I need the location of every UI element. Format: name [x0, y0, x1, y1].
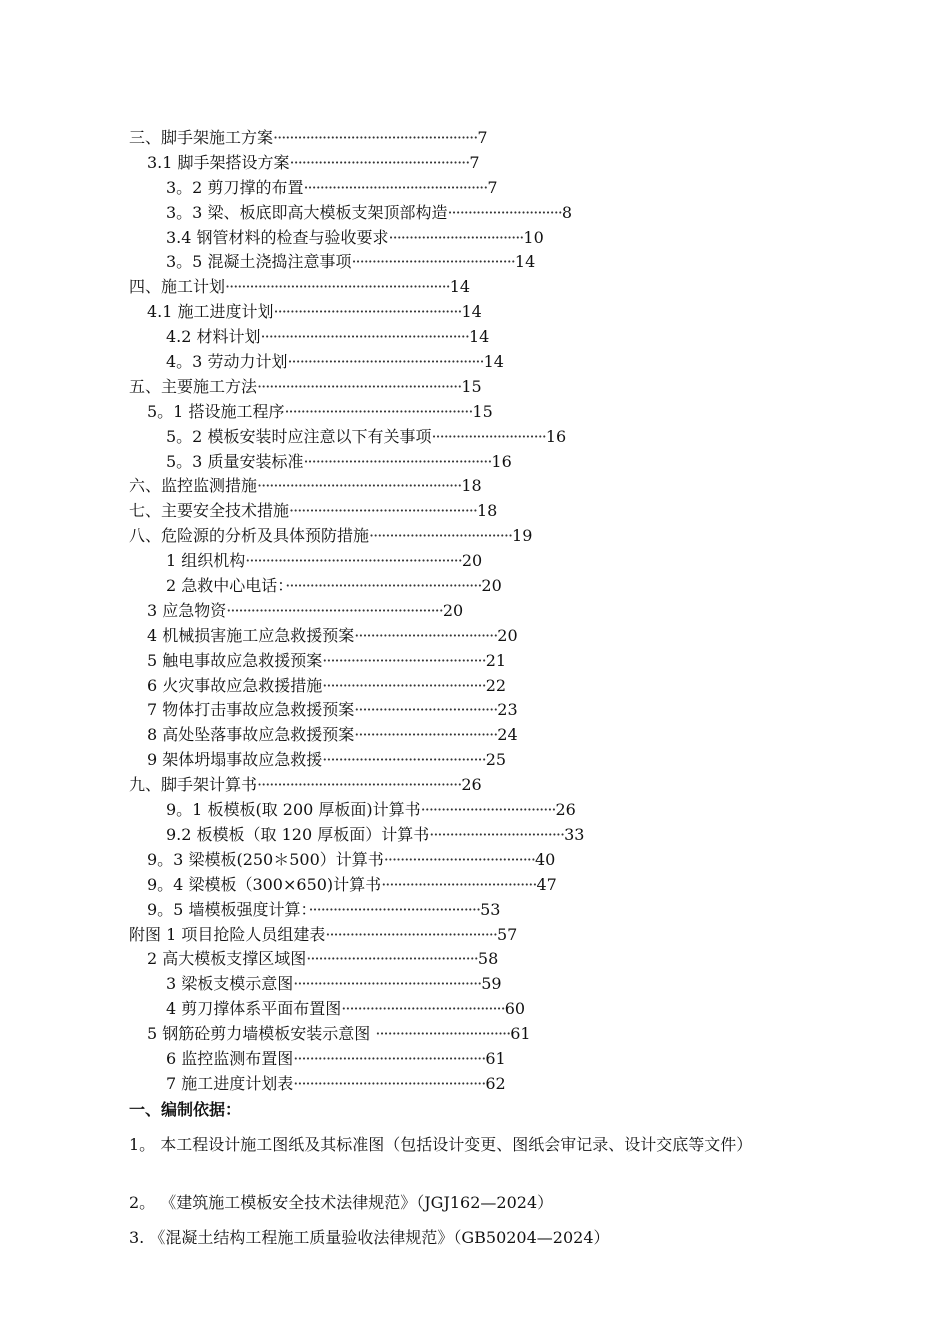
toc-entry-title: 7 物体打击事故应急救援预案	[147, 700, 355, 720]
toc-entry-title: 4 剪刀撑体系平面布置图	[166, 999, 342, 1019]
toc-entry-title: 9。1 板模板(取 200 厚板面)计算书	[166, 800, 421, 820]
toc-page-number: 47	[536, 874, 557, 894]
toc-leader-dots: ···································	[354, 725, 498, 745]
toc-entry	[0, 201, 950, 226]
toc-entry-title: 5。3 质量安装标准	[166, 451, 304, 471]
toc-entry	[0, 474, 950, 499]
toc-page-number: 14	[514, 252, 536, 272]
toc-page-number: 53	[480, 899, 501, 919]
toc-entry	[0, 773, 950, 798]
toc-entry-title: 9.2 板模板（取 120 厚板面）计算书	[166, 824, 430, 844]
toc-entry	[0, 524, 950, 549]
toc-page-number: 18	[476, 501, 498, 521]
toc-leader-dots: ··········································	[306, 949, 478, 969]
toc-leader-dots: ········································	[322, 650, 486, 670]
toc-entry-title: 5。1 搭设施工程序	[147, 401, 285, 421]
toc-entry	[0, 176, 950, 201]
toc-entry	[0, 599, 950, 624]
toc-leader-dots: ···································	[354, 625, 498, 645]
toc-entry	[0, 1047, 950, 1072]
toc-leader-dots: ·····················································	[226, 600, 443, 620]
toc-leader-dots: ·································	[420, 800, 556, 820]
toc-entry	[0, 1072, 950, 1097]
toc-page-number: 7	[469, 152, 480, 172]
toc-entry-title: 9。4 梁模板（300×650)计算书	[147, 874, 382, 894]
toc-page-number: 16	[491, 451, 512, 471]
toc-leader-dots: ········································	[351, 252, 515, 272]
toc-leader-dots: ·································	[429, 824, 565, 844]
toc-entry-title: 2 高大模板支撑区域图	[147, 949, 307, 969]
toc-page-number: 20	[461, 551, 483, 571]
toc-entry	[0, 226, 950, 251]
toc-entry-title: 3 梁板支模示意图	[166, 974, 294, 994]
toc-page-number: 26	[555, 800, 576, 820]
toc-entry	[0, 574, 950, 599]
toc-leader-dots: ··················································	[257, 476, 462, 496]
toc-entry-title: 2 急救中心电话：	[166, 576, 286, 596]
toc-page-number: 33	[564, 824, 585, 844]
toc-entry-title: 附图 1 项目抢险人员组建表	[129, 924, 326, 944]
toc-entry-title: 九、脚手架计算书	[129, 775, 258, 795]
toc-entry	[0, 748, 950, 773]
toc-page-number: 10	[523, 227, 544, 247]
toc-entry-title: 3。3 梁、板底即高大模板支架顶部构造	[166, 202, 448, 222]
toc-entry	[0, 350, 950, 375]
toc-leader-dots: ·································	[388, 227, 524, 247]
toc-entry-title: 9。5 墙模板强度计算：	[147, 899, 309, 919]
toc-entry	[0, 923, 950, 948]
toc-entry	[0, 823, 950, 848]
toc-entry-title: 7 施工进度计划表	[166, 1073, 294, 1093]
toc-entry	[0, 698, 950, 723]
toc-page-number: 25	[485, 750, 507, 770]
toc-entry-title: 5 触电事故应急救援预案	[147, 650, 323, 670]
toc-leader-dots: ··········································	[308, 899, 481, 919]
toc-entry-title: 5。2 模板安装时应注意以下有关事项	[166, 426, 432, 446]
toc-leader-dots: ··············································	[293, 974, 482, 994]
toc-page-number: 61	[510, 1024, 531, 1044]
toc-entry-title: 4.2 材料计划	[166, 327, 261, 347]
toc-leader-dots: ········································	[322, 675, 486, 695]
toc-entry	[0, 798, 950, 823]
toc-entry-title: 8 高处坠落事故应急救援预案	[147, 725, 355, 745]
toc-page-number: 57	[496, 924, 518, 944]
toc-entry-title: 四、施工计划	[129, 277, 226, 297]
toc-entry	[0, 300, 950, 325]
toc-leader-dots: ··············································	[284, 401, 473, 421]
toc-leader-dots: ········································	[341, 999, 505, 1019]
toc-leader-dots: ·····································	[383, 849, 535, 869]
toc-page-number: 60	[504, 999, 526, 1019]
toc-entry-title: 4.1 施工进度计划	[147, 302, 274, 322]
table-of-contents	[0, 126, 950, 1097]
toc-leader-dots: ··············································	[289, 501, 477, 521]
toc-page-number: 7	[487, 177, 498, 197]
toc-entry-title: 9。3 梁模板(250＊500）计算书	[147, 849, 384, 869]
toc-leader-dots: ···································	[354, 700, 498, 720]
toc-page-number: 23	[497, 700, 518, 720]
toc-page-number: 15	[472, 401, 493, 421]
toc-page-number: 59	[481, 974, 502, 994]
toc-page-number: 15	[461, 376, 482, 396]
toc-entry	[0, 450, 950, 475]
toc-page-number: 26	[461, 775, 482, 795]
toc-page-number: 16	[545, 426, 567, 446]
toc-leader-dots: ············································	[289, 152, 470, 172]
toc-entry-title: 9 架体坍塌事故应急救援	[147, 750, 323, 770]
toc-entry-title: 6 火灾事故应急救援措施	[147, 675, 323, 695]
toc-leader-dots: ··········································	[325, 924, 497, 944]
toc-entry-title: 六、监控监测措施	[129, 476, 258, 496]
toc-entry-title: 4。3 劳动力计划	[166, 352, 288, 372]
toc-entry	[0, 674, 950, 699]
toc-entry-title: 3 应急物资	[147, 600, 227, 620]
toc-entry	[0, 898, 950, 923]
toc-entry	[0, 972, 950, 997]
toc-leader-dots: ·····················································	[245, 551, 462, 571]
toc-leader-dots: ····························	[431, 426, 546, 446]
toc-page-number: 19	[512, 526, 533, 546]
toc-entry-title: 4 机械损害施工应急救援预案	[147, 625, 355, 645]
toc-leader-dots: ···············································	[293, 1073, 486, 1093]
toc-page-number: 14	[468, 327, 490, 347]
toc-entry	[0, 400, 950, 425]
toc-entry	[0, 275, 950, 300]
toc-leader-dots: ····························	[447, 202, 562, 222]
toc-entry-title: 三、脚手架施工方案	[129, 128, 274, 147]
toc-leader-dots: ··················································	[273, 128, 478, 147]
toc-entry-title: 3.1 脚手架搭设方案	[147, 152, 290, 172]
toc-leader-dots: ·············································	[303, 177, 488, 197]
toc-leader-dots: ················································	[285, 576, 482, 596]
toc-leader-dots: ···································	[369, 526, 513, 546]
toc-entry	[0, 126, 950, 151]
toc-entry-title: 6 监控监测布置图	[166, 1048, 294, 1068]
toc-entry	[0, 325, 950, 350]
toc-page-number: 58	[477, 949, 499, 969]
toc-page-number: 7	[477, 128, 488, 147]
toc-entry-title: 3。5 混凝土浇捣注意事项	[166, 252, 352, 272]
toc-entry-title: 八、危险源的分析及具体预防措施	[129, 526, 370, 546]
toc-entry-title: 3.4 钢管材料的检查与验收要求	[166, 227, 389, 247]
toc-page-number: 21	[485, 650, 507, 670]
toc-entry-title: 5 钢筋砼剪力墙模板安装示意图	[147, 1024, 376, 1044]
toc-entry-title: 1 组织机构	[166, 551, 246, 571]
toc-entry	[0, 848, 950, 873]
toc-leader-dots: ···············································	[293, 1048, 486, 1068]
toc-leader-dots: ················································	[287, 352, 484, 372]
toc-entry-title: 七、主要安全技术措施	[129, 501, 290, 521]
toc-entry	[0, 250, 950, 275]
toc-entry	[0, 375, 950, 400]
toc-leader-dots: ···················································	[260, 327, 469, 347]
section-heading: 一、编制依据：	[129, 1100, 242, 1119]
toc-entry-title: 五、主要施工方法	[129, 376, 258, 396]
toc-entry	[0, 649, 950, 674]
toc-entry	[0, 425, 950, 450]
toc-page-number: 40	[534, 849, 556, 869]
toc-entry	[0, 723, 950, 748]
basis-item-1: 1。 本工程设计施工图纸及其标准图（包括设计变更、图纸会审记录、设计交底等文件）	[129, 1135, 753, 1154]
toc-leader-dots: ·······················································	[225, 277, 450, 297]
toc-page-number: 8	[561, 202, 573, 222]
basis-item-3: 3. 《混凝土结构工程施工质量验收法律规范》（GB50204—2024）	[129, 1228, 610, 1247]
toc-page-number: 20	[497, 625, 518, 645]
toc-page-number: 22	[485, 675, 507, 695]
toc-entry	[0, 873, 950, 898]
toc-page-number: 62	[485, 1073, 506, 1093]
toc-leader-dots: ······································	[381, 874, 537, 894]
toc-leader-dots: ·································	[375, 1024, 511, 1044]
toc-leader-dots: ··············································	[303, 451, 492, 471]
toc-entry-title: 3。2 剪刀撑的布置	[166, 177, 304, 197]
toc-entry	[0, 624, 950, 649]
basis-item-2: 2。 《建筑施工模板安全技术法律规范》（JGJ162—2024）	[129, 1193, 554, 1212]
toc-entry	[0, 997, 950, 1022]
toc-page-number: 14	[461, 302, 482, 322]
toc-leader-dots: ··················································	[257, 376, 462, 396]
toc-entry	[0, 151, 950, 176]
toc-leader-dots: ··············································	[273, 302, 462, 322]
toc-page-number: 20	[481, 576, 502, 596]
toc-leader-dots: ··················································	[257, 775, 462, 795]
toc-page-number: 20	[442, 600, 464, 620]
toc-page-number: 24	[497, 725, 518, 745]
toc-entry	[0, 947, 950, 972]
toc-entry	[0, 549, 950, 574]
toc-page-number: 18	[461, 476, 482, 496]
toc-page-number: 14	[449, 277, 471, 297]
toc-page-number: 61	[485, 1048, 506, 1068]
toc-entry	[0, 1022, 950, 1047]
toc-entry	[0, 499, 950, 524]
toc-page-number: 14	[483, 352, 504, 372]
toc-leader-dots: ········································	[322, 750, 486, 770]
